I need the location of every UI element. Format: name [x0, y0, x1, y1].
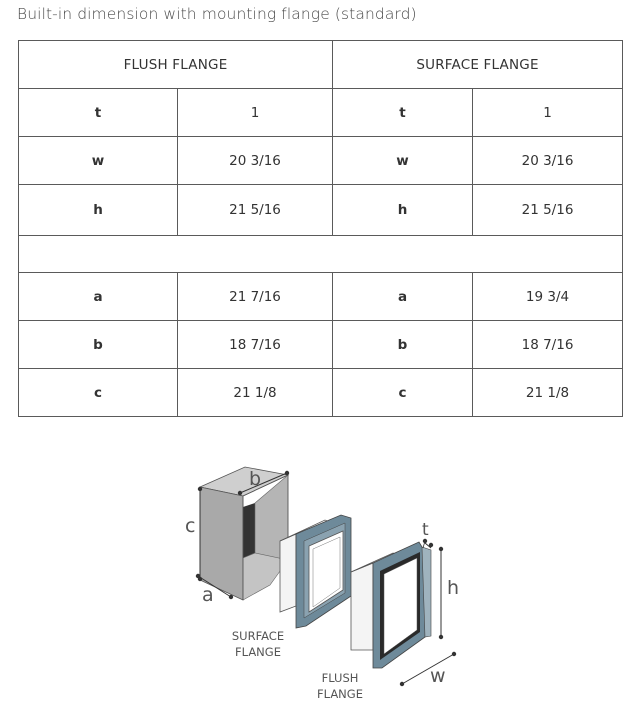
flush-key-t: t	[19, 89, 178, 137]
flush-value-w: 20 3/16	[178, 137, 333, 185]
surface-flange-label-line1: SURFACE	[231, 629, 285, 643]
surface-flange-label-line2: FLANGE	[235, 645, 281, 659]
surface-key-h: h	[333, 185, 473, 236]
label-a: a	[202, 584, 214, 606]
surface-value-c: 21 1/8	[473, 369, 623, 417]
flush-key-a: a	[19, 273, 178, 321]
flush-value-a: 21 7/16	[178, 273, 333, 321]
flush-value-t: 1	[178, 89, 333, 137]
surface-key-a: a	[333, 273, 473, 321]
flush-flange-header: FLUSH FLANGE	[19, 41, 333, 89]
flush-key-h: h	[19, 185, 178, 236]
flush-value-c: 21 1/8	[178, 369, 333, 417]
surface-key-t: t	[333, 89, 473, 137]
label-b: b	[249, 468, 262, 490]
surface-key-c: c	[333, 369, 473, 417]
surface-value-b: 18 7/16	[473, 321, 623, 369]
page-title: Built-in dimension with mounting flange (standard)	[17, 5, 417, 23]
flush-key-c: c	[19, 369, 178, 417]
surface-flange-header: SURFACE FLANGE	[333, 41, 623, 89]
label-h: h	[447, 577, 460, 599]
surface-flange-unit	[280, 515, 351, 628]
flush-flange-label-line2: FLANGE	[317, 687, 363, 701]
surface-value-w: 20 3/16	[473, 137, 623, 185]
flush-key-b: b	[19, 321, 178, 369]
label-w: w	[430, 665, 446, 687]
surface-value-a: 19 3/4	[473, 273, 623, 321]
flush-key-w: w	[19, 137, 178, 185]
surface-value-h: 21 5/16	[473, 185, 623, 236]
flush-value-h: 21 5/16	[178, 185, 333, 236]
surface-key-w: w	[333, 137, 473, 185]
surface-key-b: b	[333, 321, 473, 369]
surface-value-t: 1	[473, 89, 623, 137]
flush-flange-label-line1: FLUSH	[321, 671, 359, 685]
flush-value-b: 18 7/16	[178, 321, 333, 369]
label-c: c	[185, 515, 196, 537]
label-t: t	[422, 520, 429, 540]
cavity-illustration	[196, 467, 289, 600]
